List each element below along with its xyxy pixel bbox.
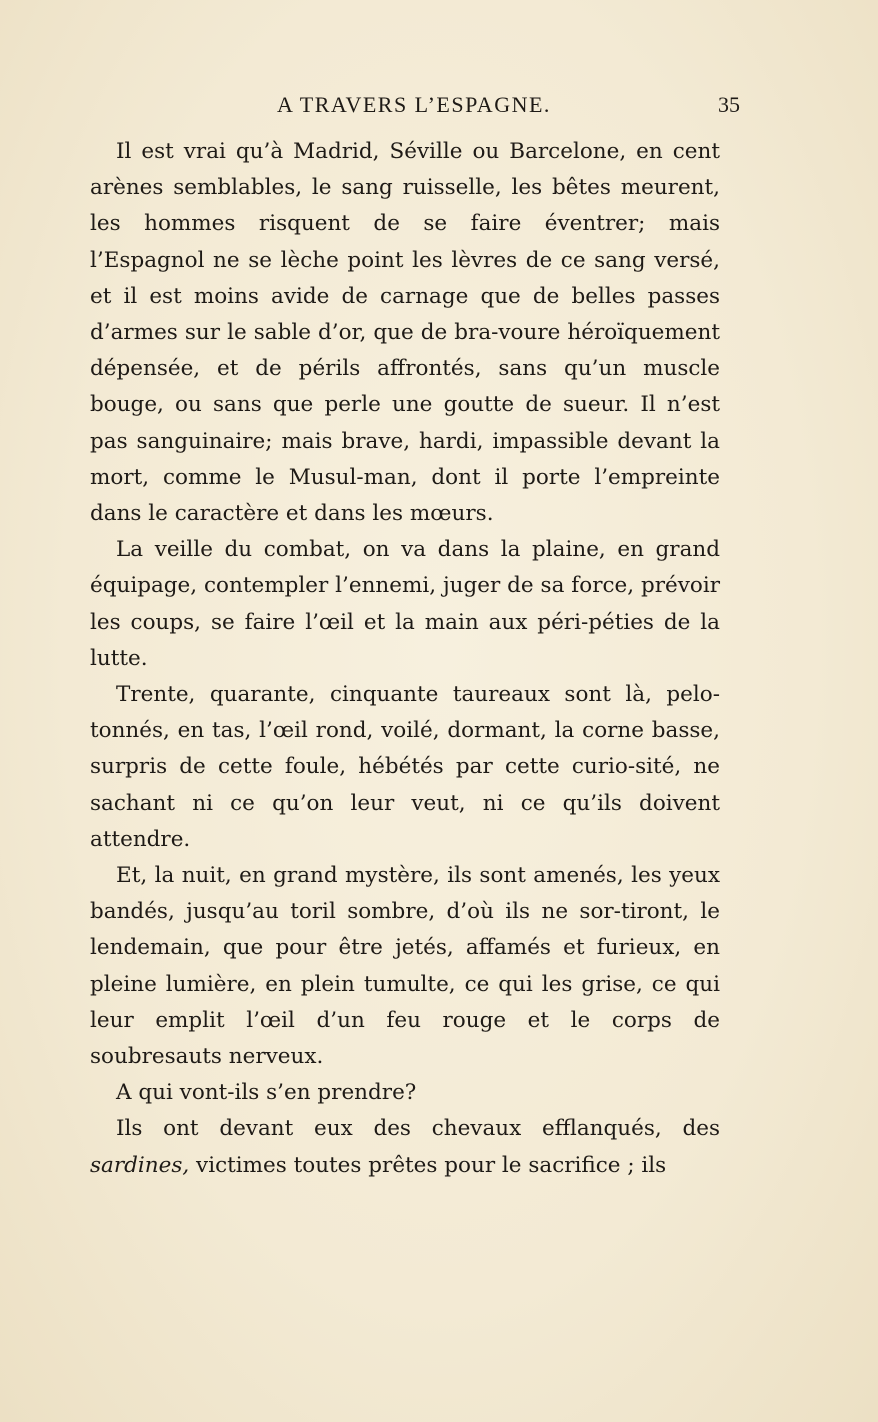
body-text [90,134,720,1184]
paragraph-2: La veille du combat, on va dans la plaine, en grand équipage, contempler l’ennemi, juger de sa force, prévoir les coups, se faire l’œil et la main aux péri-péties de la lutte. [90,537,720,671]
page-number: 35 [718,92,740,117]
paragraph-6 [90,1111,720,1183]
paragraph-4: Et, la nuit, en grand mystère, ils sont amenés, les yeux bandés, jusqu’au toril sombre, d’où ils ne sor-tiront, le lendemain, que pour être jetés, affamés et furieux, en pleine lumière, en plein tumulte, ce qui les grise, ce qui leur emplit l’œil d’un feu rouge et le corps de soubresauts nerveux. [90,863,720,1070]
paragraph-1: Il est vrai qu’à Madrid, Séville ou Barcelone, en cent arènes semblables, le sang ruisselle, les bêtes meurent, les hommes risquent de se faire éventrer; mais l’Espagnol ne se lèche point les lèvres de ce sang versé, et il est moins avide de carnage que de belles passes d’armes sur le sable d’or, que de bra-voure héroïquement dépensée, et de périls affrontés, sans qu’un muscle bouge, ou sans que perle une goutte de sueur. Il n’est pas sanguinaire; mais brave, hardi, impassible devant la mort, comme le Musul-man, dont il porte l’empreinte dans le caractère et dans les mœurs. [90,139,720,527]
paragraph-6-text-before: Ils ont devant eux des chevaux efflanqués, des [116,1116,720,1142]
paragraph-6-text-after: victimes toutes prêtes pour le sacrifice ; ils [189,1152,667,1178]
running-title: A TRAVERS L’ESPAGNE. [277,92,551,117]
paragraph-5: A qui vont-ils s’en prendre? [116,1080,417,1106]
paragraph-3: Trente, quarante, cinquante taureaux sont là, pelo-tonnés, en tas, l’œil rond, voilé, dormant, la corne basse, surpris de cette foule, hébétés par cette curio-sité, ne sachant ni ce qu’on leur veut, ni ce qu’ils doivent attendre. [90,682,720,852]
paragraph-6-italic-word: sardines, [90,1152,190,1178]
running-head [90,92,740,128]
